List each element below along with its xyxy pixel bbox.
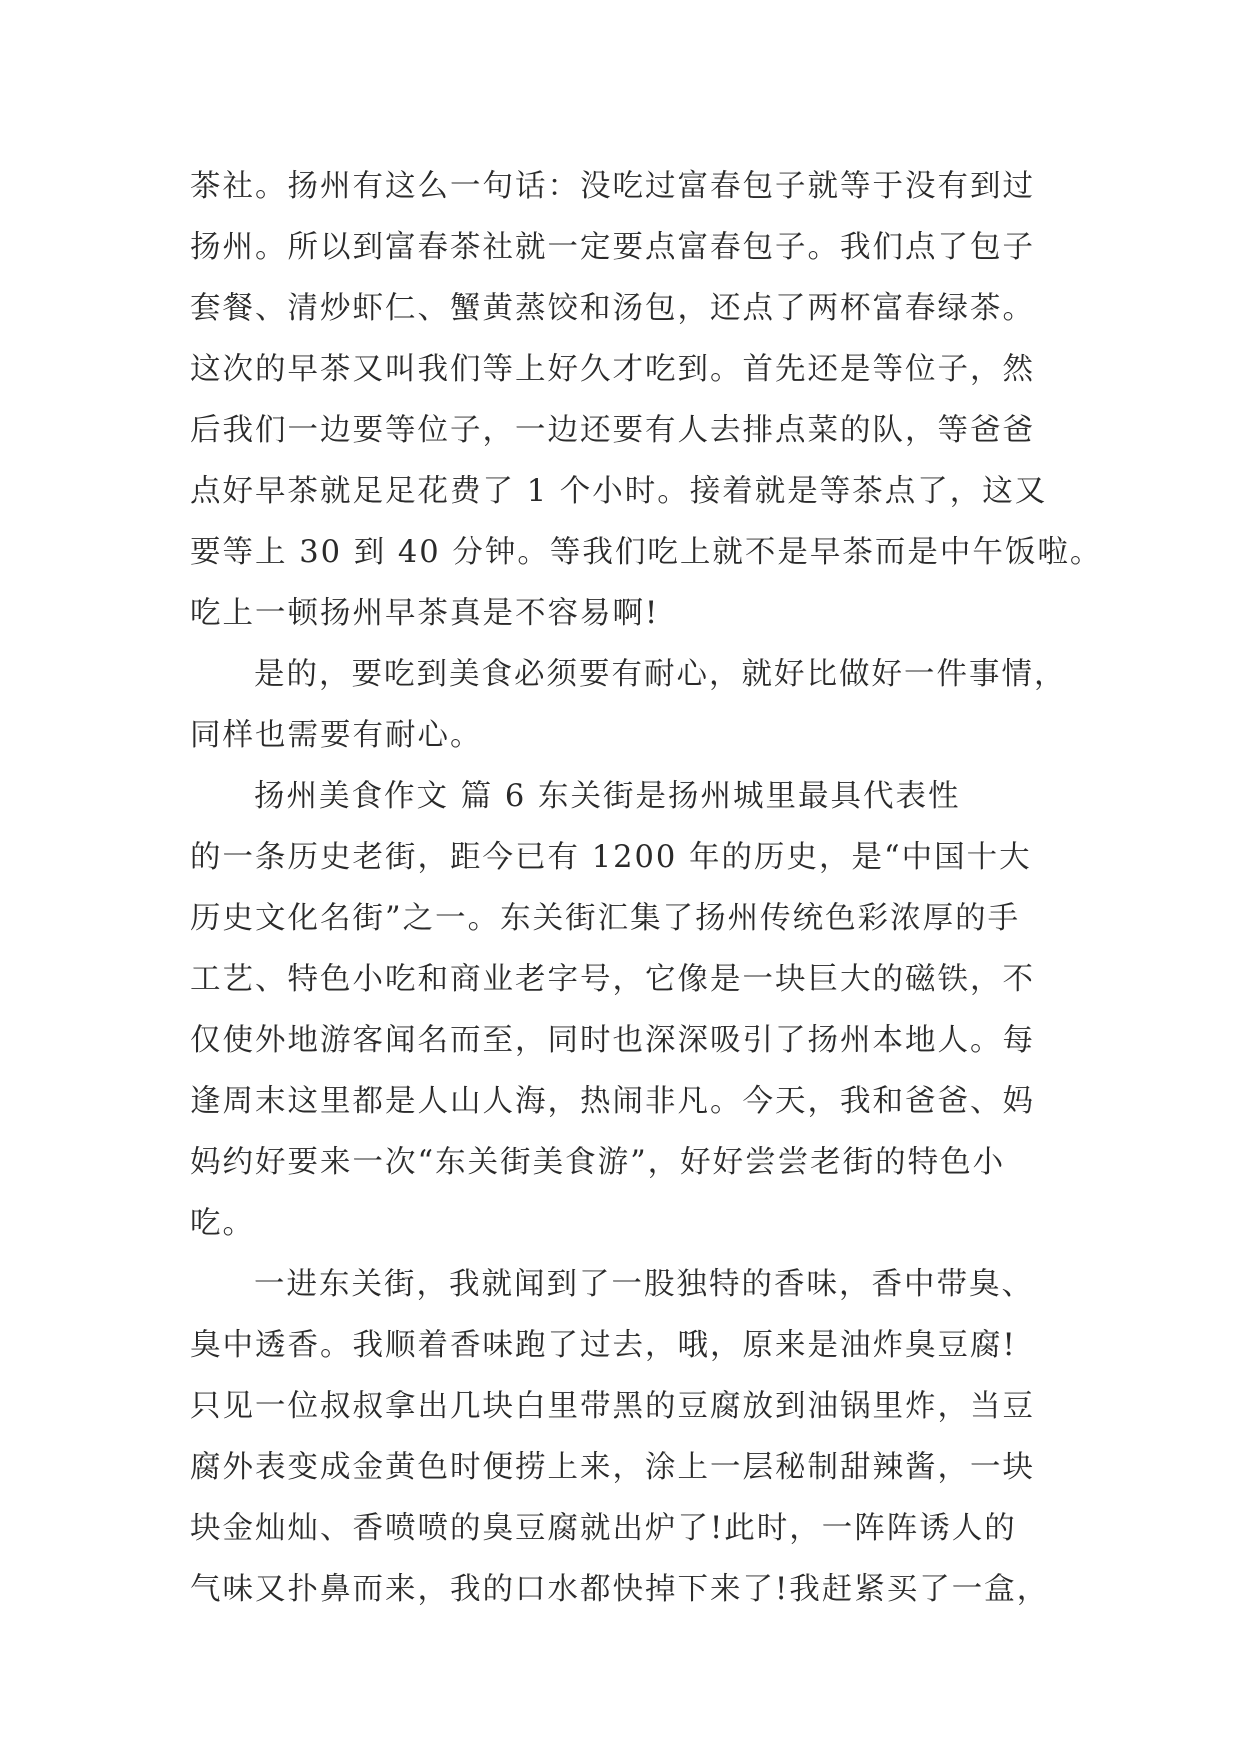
text-line: 只见一位叔叔拿出几块白里带黑的豆腐放到油锅里炸，当豆 — [190, 1389, 1035, 1424]
text-line: 扬州美食作文 篇 6 东关街是扬州城里最具代表性 — [254, 779, 961, 814]
text-line: 茶社。扬州有这么一句话：没吃过富春包子就等于没有到过 — [190, 169, 1035, 204]
text-line: 仅使外地游客闻名而至，同时也深深吸引了扬州本地人。每 — [190, 1023, 1035, 1058]
text-line: 点好早茶就足足花费了 1 个小时。接着就是等茶点了，这又 — [190, 474, 1048, 509]
text-line: 套餐、清炒虾仁、蟹黄蒸饺和汤包，还点了两杯富春绿茶。 — [190, 291, 1035, 326]
text-line: 后我们一边要等位子，一边还要有人去排点菜的队，等爸爸 — [190, 413, 1035, 448]
text-line: 要等上 30 到 40 分钟。等我们吃上就不是早茶而是中午饭啦。 — [190, 535, 1103, 570]
text-line: 工艺、特色小吃和商业老字号，它像是一块巨大的磁铁，不 — [190, 962, 1035, 997]
text-line: 的一条历史老街，距今已有 1200 年的历史，是“中国十大 — [190, 840, 1032, 875]
text-line: 块金灿灿、香喷喷的臭豆腐就出炉了!此时，一阵阵诱人的 — [190, 1511, 1017, 1546]
text-line: 妈约好要来一次“东关街美食游”，好好尝尝老街的特色小 — [190, 1145, 1006, 1180]
text-line: 同样也需要有耐心。 — [190, 718, 483, 753]
text-line: 一进东关街，我就闻到了一股独特的香味，香中带臭、 — [254, 1267, 1034, 1302]
text-line: 历史文化名街”之一。东关街汇集了扬州传统色彩浓厚的手 — [190, 901, 1021, 936]
text-line: 气味又扑鼻而来，我的口水都快掉下来了!我赶紧买了一盒， — [190, 1572, 1050, 1607]
text-line: 吃上一顿扬州早茶真是不容易啊! — [190, 596, 660, 631]
text-line: 扬州。所以到富春茶社就一定要点富春包子。我们点了包子 — [190, 230, 1035, 265]
document-body — [190, 156, 1103, 1620]
text-line: 是的，要吃到美食必须要有耐心，就好比做好一件事情， — [254, 657, 1067, 692]
text-line: 吃。 — [190, 1206, 255, 1241]
text-line: 这次的早茶又叫我们等上好久才吃到。首先还是等位子，然 — [190, 352, 1035, 387]
text-line: 臭中透香。我顺着香味跑了过去，哦，原来是油炸臭豆腐! — [190, 1328, 1017, 1363]
text-line: 逢周末这里都是人山人海，热闹非凡。今天，我和爸爸、妈 — [190, 1084, 1035, 1119]
text-line: 腐外表变成金黄色时便捞上来，涂上一层秘制甜辣酱，一块 — [190, 1450, 1035, 1485]
